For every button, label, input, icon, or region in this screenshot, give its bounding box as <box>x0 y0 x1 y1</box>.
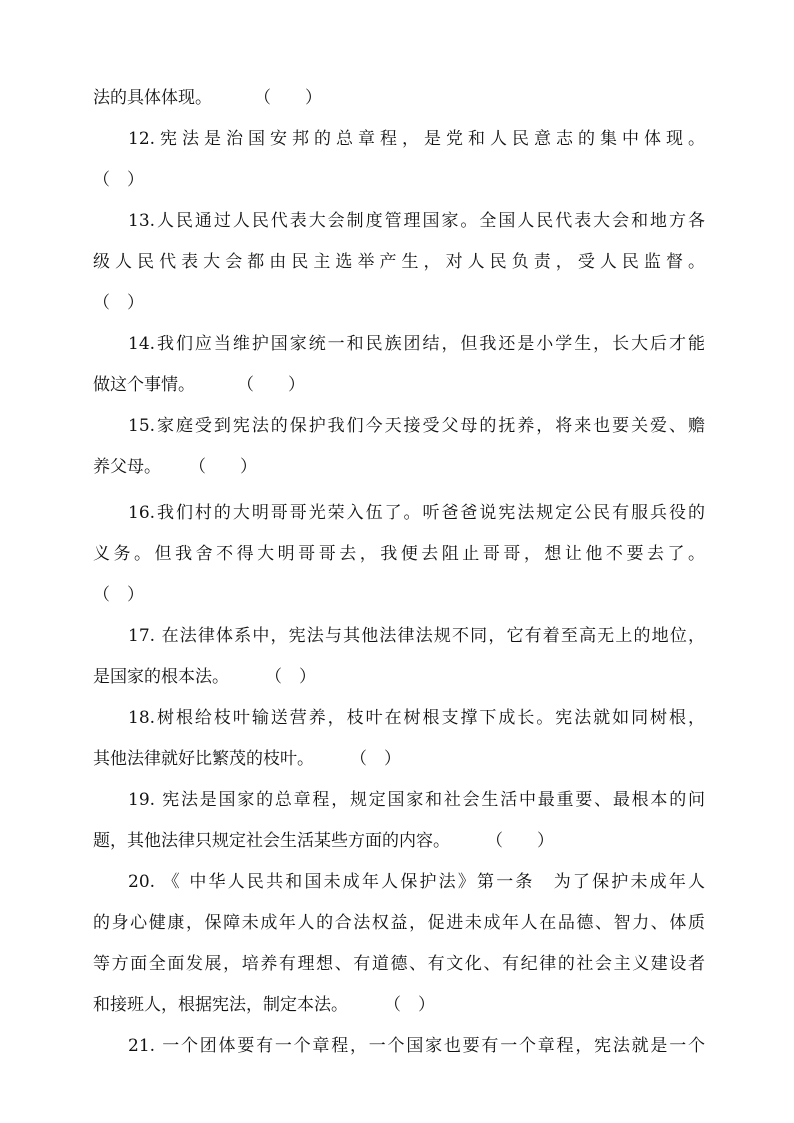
q16-answer-paren[interactable]: （ ） <box>93 585 144 605</box>
q19-text: 题，其他法律只规定社会生活某些方面的内容。 <box>93 831 450 851</box>
q15-text: 养父母。 <box>93 457 161 477</box>
q13-line-1: 13.人民通过人民代表大会制度管理国家。全国人民代表大会和地方各 <box>128 211 705 231</box>
q19-line-1: 19. 宪法是国家的总章程，规定国家和社会生活中最重要、最根本的问 <box>128 790 705 810</box>
q15-line-2 <box>93 455 705 479</box>
q20-line-1: 20. 《 中华人民共和国未成年人保护法》第一条 为了保护未成年人 <box>128 872 705 892</box>
q11-line-tail <box>93 86 705 110</box>
q17-line-2 <box>93 665 705 689</box>
q17-answer-paren[interactable]: （ ） <box>265 667 316 687</box>
q17-text: 是国家的根本法。 <box>93 667 229 687</box>
q20-line-3: 等方面全面发展，培养有理想、有道德、有文化、有纪律的社会主义建设者 <box>93 954 705 974</box>
q20-text: 和接班人，根据宪法，制定本法。 <box>93 995 348 1015</box>
q18-answer-paren[interactable]: （ ） <box>350 749 401 769</box>
q20-line-2: 的身心健康，保障未成年人的合法权益，促进未成年人在品德、智力、体质 <box>93 913 705 933</box>
q13-line-2: 级人民代表大会都由民主选举产生，对人民负责，受人民监督。 <box>93 252 705 272</box>
q11-answer-paren[interactable]: （ ） <box>254 88 322 108</box>
q12-line-1: 12.宪法是治国安邦的总章程，是党和人民意志的集中体现。 <box>128 129 705 149</box>
q18-line-1: 18.树根给枝叶输送营养，枝叶在树根支撑下成长。宪法就如同树根， <box>128 708 705 728</box>
q16-line-2: 义务。但我舍不得大明哥哥去，我便去阻止哥哥，想让他不要去了。 <box>93 544 705 564</box>
q17-line-1: 17. 在法律体系中，宪法与其他法律法规不同，它有着至高无上的地位， <box>128 626 705 646</box>
q14-line-2 <box>93 373 705 397</box>
q21-line-1: 21. 一个团体要有一个章程，一个国家也要有一个章程，宪法就是一个 <box>128 1036 705 1056</box>
q14-line-1: 14.我们应当维护国家统一和民族团结，但我还是小学生，长大后才能 <box>128 334 705 354</box>
q11-text: 法的具体体现。 <box>93 88 212 108</box>
q18-line-2 <box>93 747 705 771</box>
q18-text: 其他法律就好比繁茂的枝叶。 <box>93 749 314 769</box>
q19-answer-paren[interactable]: （ ） <box>486 831 554 851</box>
q13-answer-paren[interactable]: （ ） <box>93 293 144 313</box>
q20-answer-paren[interactable]: （ ） <box>384 995 435 1015</box>
q16-line-1: 16.我们村的大明哥哥光荣入伍了。听爸爸说宪法规定公民有服兵役的 <box>128 503 705 523</box>
q19-line-2 <box>93 829 705 853</box>
q14-text: 做这个事情。 <box>93 375 195 395</box>
q15-line-1: 15.家庭受到宪法的保护我们今天接受父母的抚养，将来也要关爱、赡 <box>128 416 705 436</box>
q12-answer-paren[interactable]: （ ） <box>93 170 144 190</box>
q14-answer-paren[interactable]: （ ） <box>237 375 305 395</box>
q15-answer-paren[interactable]: （ ） <box>189 457 257 477</box>
q20-line-4 <box>93 993 705 1017</box>
